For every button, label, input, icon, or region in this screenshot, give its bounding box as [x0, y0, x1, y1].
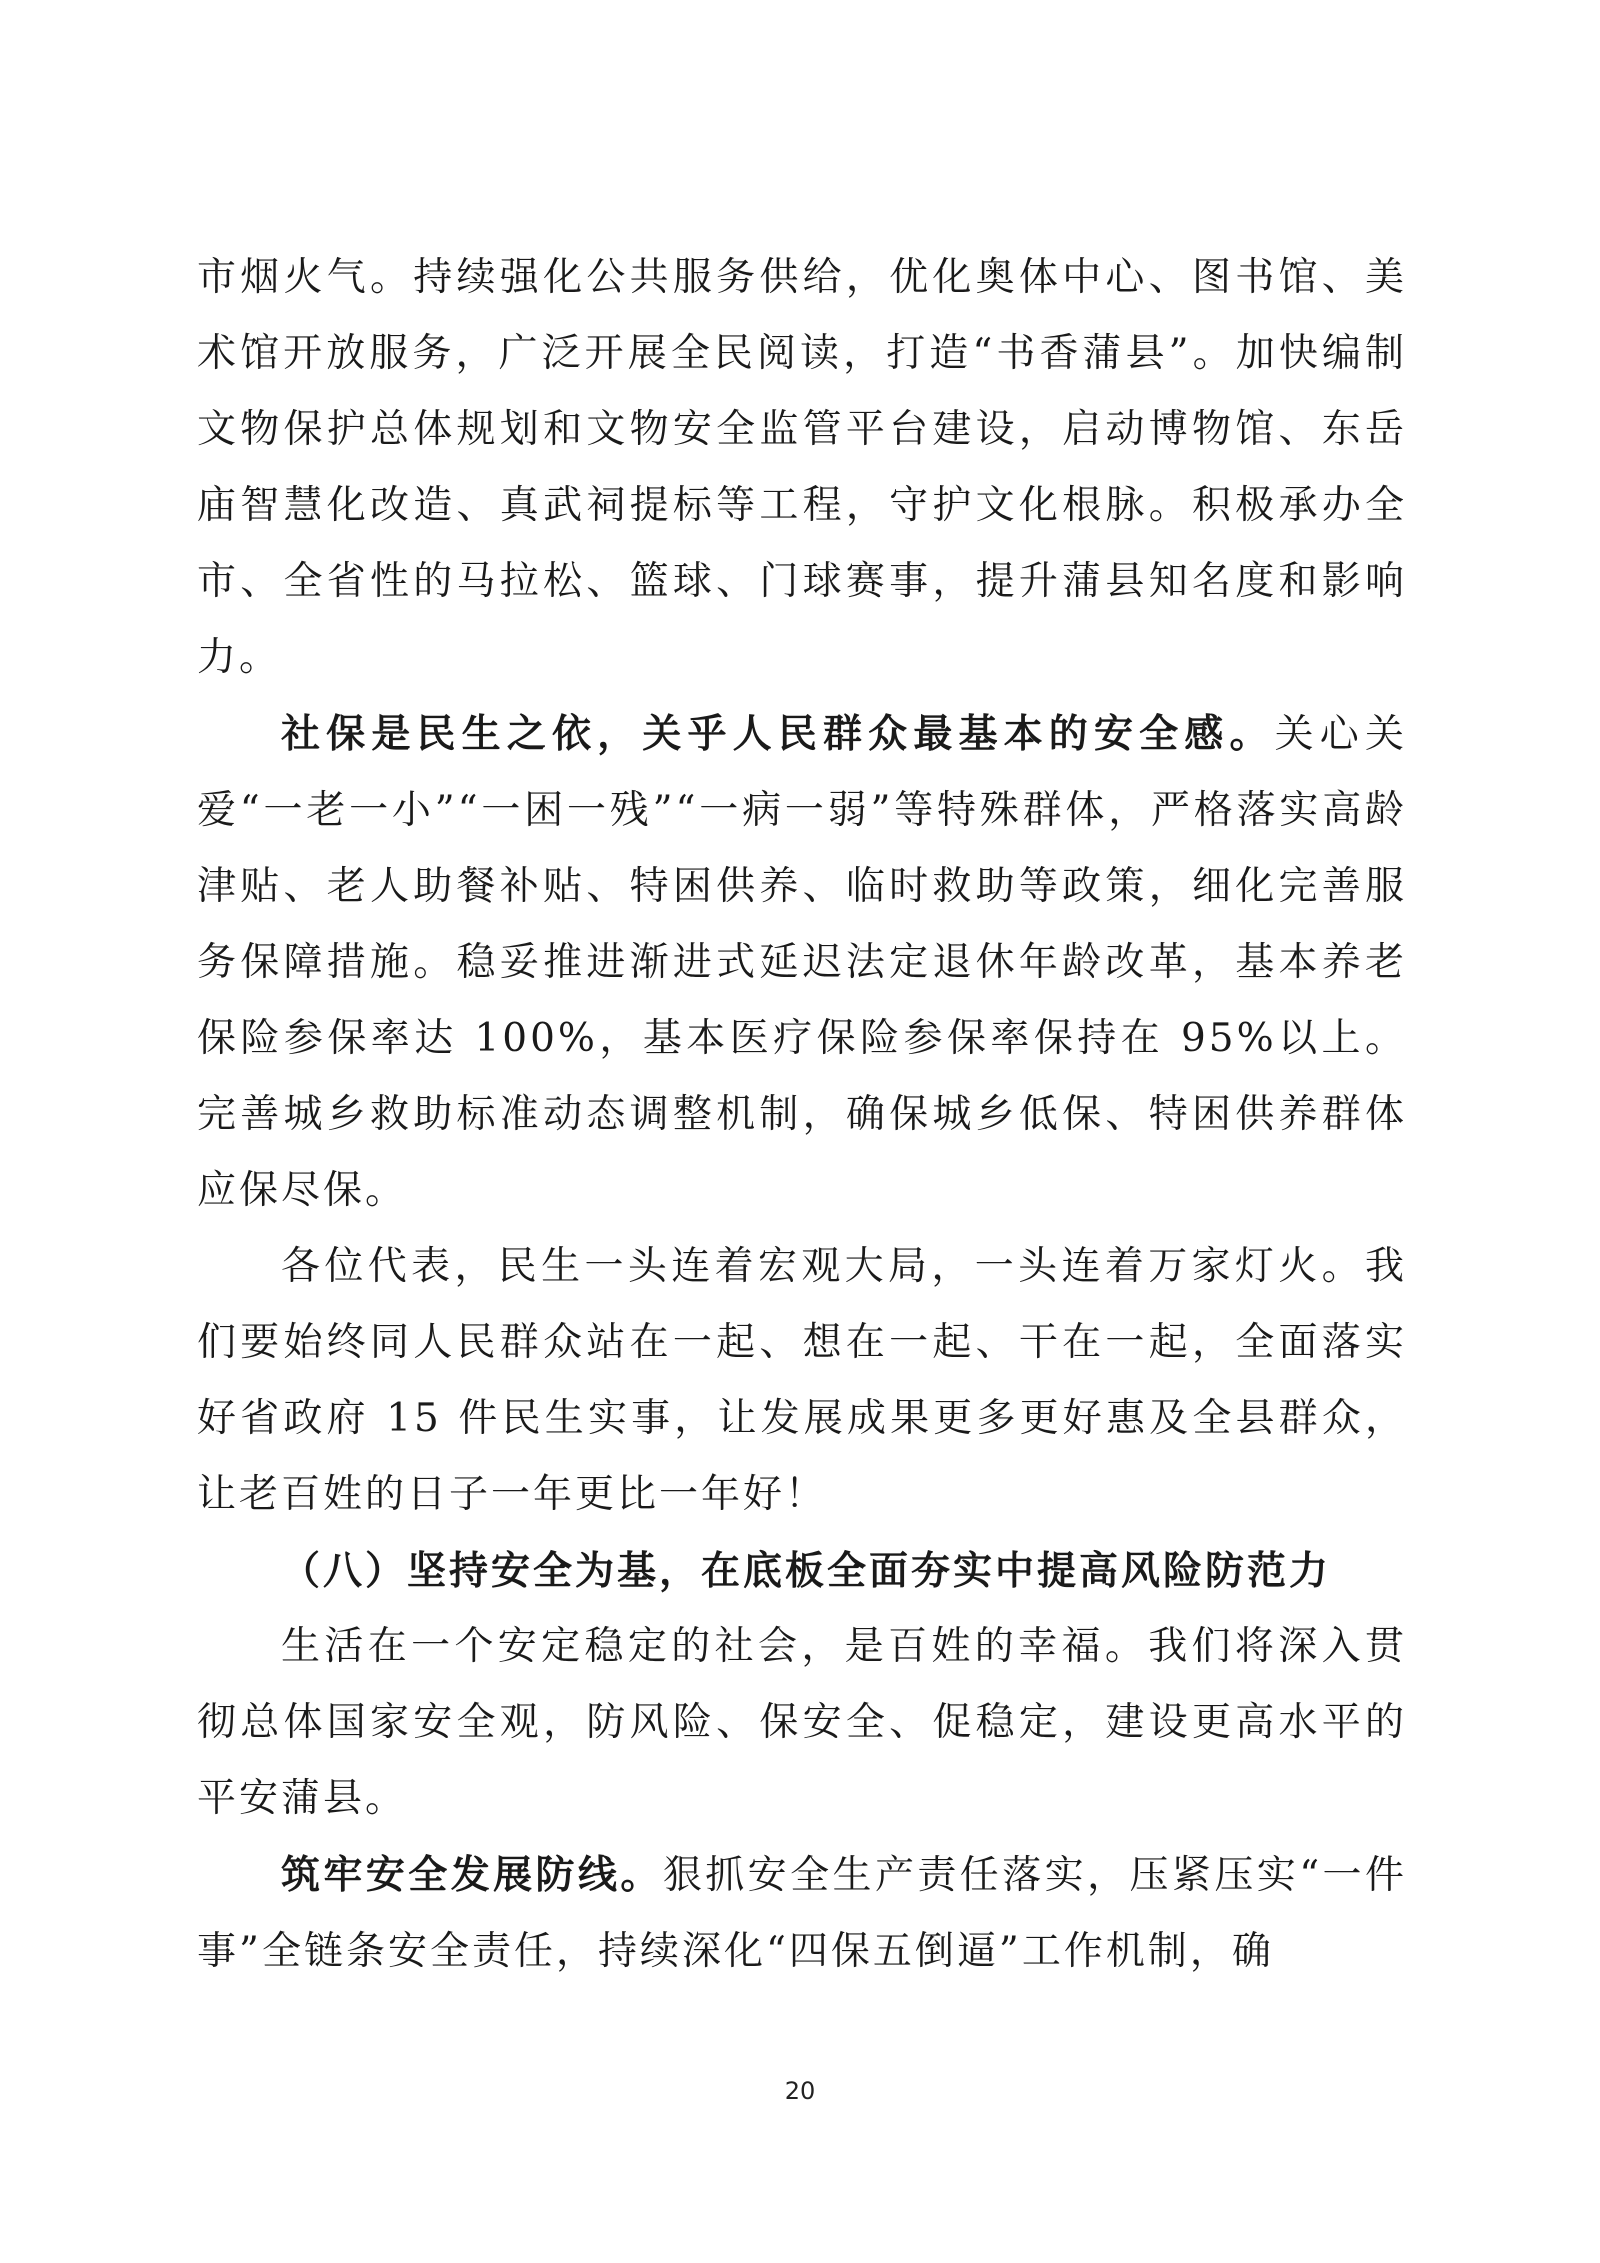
section-heading: （八）坚持安全为基，在底板全面夯实中提高风险防范力	[281, 1548, 1332, 1594]
paragraph-livelihood-summary	[197, 1229, 1407, 1533]
paragraph-safety-intro	[197, 1609, 1407, 1837]
paragraph-text: 狠抓安全生产责任落实，压紧压实“一件事”全链条安全责任，持续深化“四保五倒逼”工作机制，确	[197, 1853, 1407, 1974]
paragraph-lead-sentence: 筑牢安全发展防线。	[281, 1852, 663, 1898]
paragraph-text: 各位代表，民生一头连着宏观大局，一头连着万家灯火。我们要始终同人民群众站在一起、想在一起、干在一起，全面落实好省政府 15 件民生实事，让发展成果更多更好惠及全县群众，让老百姓的日子一年更比一年好！	[197, 1244, 1407, 1517]
page-number: 20	[784, 2077, 816, 2105]
paragraph-text: 生活在一个安定稳定的社会，是百姓的幸福。我们将深入贯彻总体国家安全观，防风险、保安全、促稳定，建设更高水平的平安蒲县。	[197, 1624, 1407, 1821]
paragraph-culture-continued	[197, 240, 1407, 696]
paragraph-safety-defense	[197, 1837, 1407, 1990]
paragraph-text: 关心关爱“一老一小”“一困一残”“一病一弱”等特殊群体，严格落实高龄津贴、老人助餐补贴、特困供养、临时救助等政策，细化完善服务保障措施。稳妥推进渐进式延迟法定退休年龄改革，基本养老保险参保率达 100%，基本医疗保险参保率保持在 95%以上。完善城乡救助标准动态调整机制，确保城乡低保、特困供养群体应保尽保。	[197, 712, 1407, 1213]
paragraph-text: 市烟火气。持续强化公共服务供给，优化奥体中心、图书馆、美术馆开放服务，广泛开展全民阅读，打造“书香蒲县”。加快编制文物保护总体规划和文物安全监管平台建设，启动博物馆、东岳庙智慧化改造、真武祠提标等工程，守护文化根脉。积极承办全市、全省性的马拉松、篮球、门球赛事，提升蒲县知名度和影响力。	[197, 255, 1407, 680]
paragraph-social-security	[197, 696, 1407, 1229]
body-text	[197, 240, 1407, 1990]
paragraph-lead-sentence: 社保是民生之依，关乎人民群众最基本的安全感。	[281, 711, 1275, 757]
